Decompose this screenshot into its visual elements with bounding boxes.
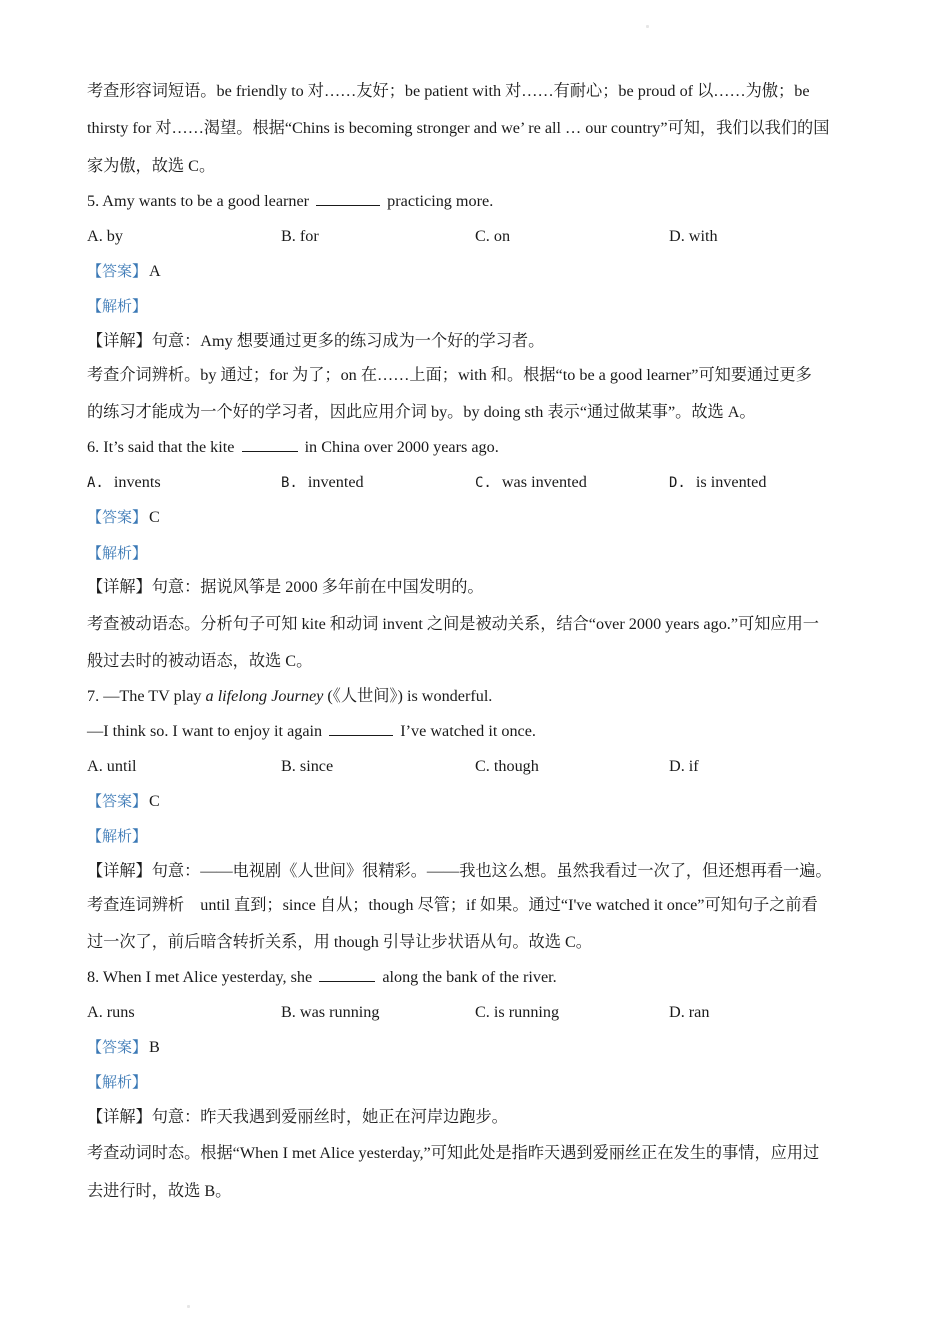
scan-mark: [646, 25, 649, 28]
option-c: [475, 756, 539, 776]
option-text: was running: [299, 1003, 380, 1021]
detail-meaning: 句意：据说风筝是 2000 多年前在中国发明的。: [151, 578, 484, 596]
detail-meaning: 句意：——电视剧《人世间》很精彩。——我也这么想。虽然我看过一次了，但还想再看一遍。: [151, 862, 832, 880]
question-number: 8.: [87, 968, 100, 986]
option-text: is running: [493, 1003, 560, 1021]
option-letter: A.: [87, 475, 104, 491]
answer-label: 【答案】: [87, 262, 148, 280]
explanation-line-2: 过一次了，前后暗含转折关系，用 though 引导让步状语从句。故选 C。: [87, 933, 592, 951]
analysis-label: 【解析】: [87, 297, 148, 315]
option-d: [669, 472, 766, 493]
stem-before: Amy wants to be a good learner: [102, 192, 310, 210]
option-c: [475, 1002, 559, 1022]
answer-value: B: [149, 1038, 160, 1056]
stem-after: in China over 2000 years ago.: [304, 438, 499, 456]
answer-blank: [329, 721, 393, 736]
option-text: runs: [106, 1003, 135, 1021]
option-text: ran: [688, 1003, 710, 1021]
option-letter: C.: [475, 757, 490, 775]
detail-row: [87, 1107, 508, 1127]
answer-value: C: [149, 508, 160, 526]
option-c: [475, 472, 587, 493]
stem-before: It’s said that the kite: [103, 438, 235, 456]
explanation-line-1: 考查介词辨析。by 通过；for 为了；on 在……上面；with 和。根据“to be a good learner”可知要通过更多: [87, 366, 812, 384]
explanation-line-2: 的练习才能成为一个好的学习者，因此应用介词 by。by doing sth 表示“通过做某事”。故选 A。: [87, 403, 756, 421]
detail-label: 【详解】: [87, 1108, 152, 1126]
question-number: 6.: [87, 438, 100, 456]
option-b: [281, 1002, 379, 1022]
option-text: with: [688, 227, 718, 245]
option-a: [87, 226, 123, 246]
detail-row: [87, 861, 832, 881]
option-letter: B.: [281, 757, 296, 775]
option-text: until: [106, 757, 137, 775]
option-letter: A.: [87, 227, 103, 245]
analysis-label: 【解析】: [87, 1073, 148, 1091]
option-letter: D.: [669, 757, 685, 775]
analysis-label: 【解析】: [87, 827, 148, 845]
detail-meaning: 句意：Amy 想要通过更多的练习成为一个好的学习者。: [151, 332, 545, 350]
option-text: though: [493, 757, 539, 775]
option-d: [669, 1002, 709, 1022]
option-letter: B.: [281, 227, 296, 245]
option-letter: C.: [475, 1003, 490, 1021]
stem-line1-after: (《人世间》) is wonderful.: [327, 687, 493, 705]
answer-value: C: [149, 792, 160, 810]
answer-label: 【答案】: [87, 792, 148, 810]
analysis-row: [87, 826, 147, 846]
answer-row: [87, 791, 160, 811]
stem-line1-title: a lifelong Journey: [205, 687, 324, 705]
intro-line-3: 家为傲，故选 C。: [87, 157, 216, 175]
answer-row: [87, 1037, 160, 1057]
option-letter: D.: [669, 1003, 685, 1021]
answer-label: 【答案】: [87, 1038, 148, 1056]
answer-value: A: [149, 262, 161, 280]
answer-row: [87, 507, 160, 527]
detail-row: [87, 577, 484, 597]
option-letter: B.: [281, 475, 298, 491]
option-text: invented: [307, 473, 364, 491]
option-text: since: [299, 757, 334, 775]
detail-row: [87, 331, 544, 351]
stem-after: I’ve watched it once.: [400, 722, 536, 740]
option-text: is invented: [695, 473, 767, 491]
explanation-line-2: 般过去时的被动语态，故选 C。: [87, 652, 313, 670]
explanation-line-1: 考查连词辨析 until 直到；since 自从；though 尽管；if 如果。通过“I've watched it once”可知句子之前看: [87, 896, 818, 914]
option-a: [87, 472, 161, 493]
option-b: [281, 472, 364, 493]
answer-row: [87, 261, 161, 281]
stem-line1-before: —The TV play: [103, 687, 202, 705]
option-b: [281, 756, 333, 776]
option-text: on: [493, 227, 511, 245]
question-8-stem: [87, 967, 557, 987]
analysis-row: [87, 296, 147, 316]
option-letter: C.: [475, 475, 492, 491]
explanation-line-1: 考查动词时态。根据“When I met Alice yesterday,”可知此处是指昨天遇到爱丽丝正在发生的事情，应用过: [87, 1144, 820, 1162]
answer-blank: [316, 191, 380, 206]
explanation-line-1: 考查被动语态。分析句子可知 kite 和动词 invent 之间是被动关系，结合“over 2000 years ago.”可知应用一: [87, 615, 819, 633]
analysis-label: 【解析】: [87, 544, 148, 562]
question-number: 5.: [87, 192, 100, 210]
question-7-stem-line-1: [87, 686, 492, 706]
option-letter: D.: [669, 475, 686, 491]
option-d: [669, 756, 699, 776]
question-number: 7.: [87, 687, 100, 705]
option-b: [281, 226, 319, 246]
option-a: [87, 756, 136, 776]
stem-before: —I think so. I want to enjoy it again: [87, 722, 323, 740]
option-a: [87, 1002, 135, 1022]
intro-line-2: thirsty for 对……渴望。根据“Chins is becoming stronger and we’ re all … our country”可知，我们以我们的国: [87, 119, 830, 137]
explanation-line-2: 去进行时，故选 B。: [87, 1182, 232, 1200]
intro-line-1: 考查形容词短语。be friendly to 对……友好；be patient with 对……有耐心；be proud of 以……为傲；be: [87, 82, 810, 100]
question-6-stem: [87, 437, 499, 457]
option-letter: D.: [669, 227, 685, 245]
option-letter: A.: [87, 757, 103, 775]
option-c: [475, 226, 510, 246]
option-letter: C.: [475, 227, 490, 245]
detail-label: 【详解】: [87, 578, 152, 596]
scan-mark: [187, 1305, 190, 1308]
option-text: was invented: [501, 473, 587, 491]
answer-blank: [242, 437, 298, 452]
detail-label: 【详解】: [87, 332, 152, 350]
detail-label: 【详解】: [87, 862, 152, 880]
question-7-stem-line-2: [87, 721, 536, 741]
option-letter: B.: [281, 1003, 296, 1021]
option-text: invents: [113, 473, 161, 491]
option-text: by: [106, 227, 123, 245]
detail-meaning: 句意：昨天我遇到爱丽丝时，她正在河岸边跑步。: [151, 1108, 508, 1126]
answer-label: 【答案】: [87, 508, 148, 526]
option-d: [669, 226, 718, 246]
option-text: for: [299, 227, 319, 245]
analysis-row: [87, 543, 147, 563]
question-5-stem: [87, 191, 493, 211]
option-text: if: [688, 757, 699, 775]
option-letter: A.: [87, 1003, 103, 1021]
analysis-row: [87, 1072, 147, 1092]
stem-after: practicing more.: [387, 192, 494, 210]
stem-before: When I met Alice yesterday, she: [102, 968, 313, 986]
answer-blank: [319, 967, 375, 982]
stem-after: along the bank of the river.: [382, 968, 557, 986]
